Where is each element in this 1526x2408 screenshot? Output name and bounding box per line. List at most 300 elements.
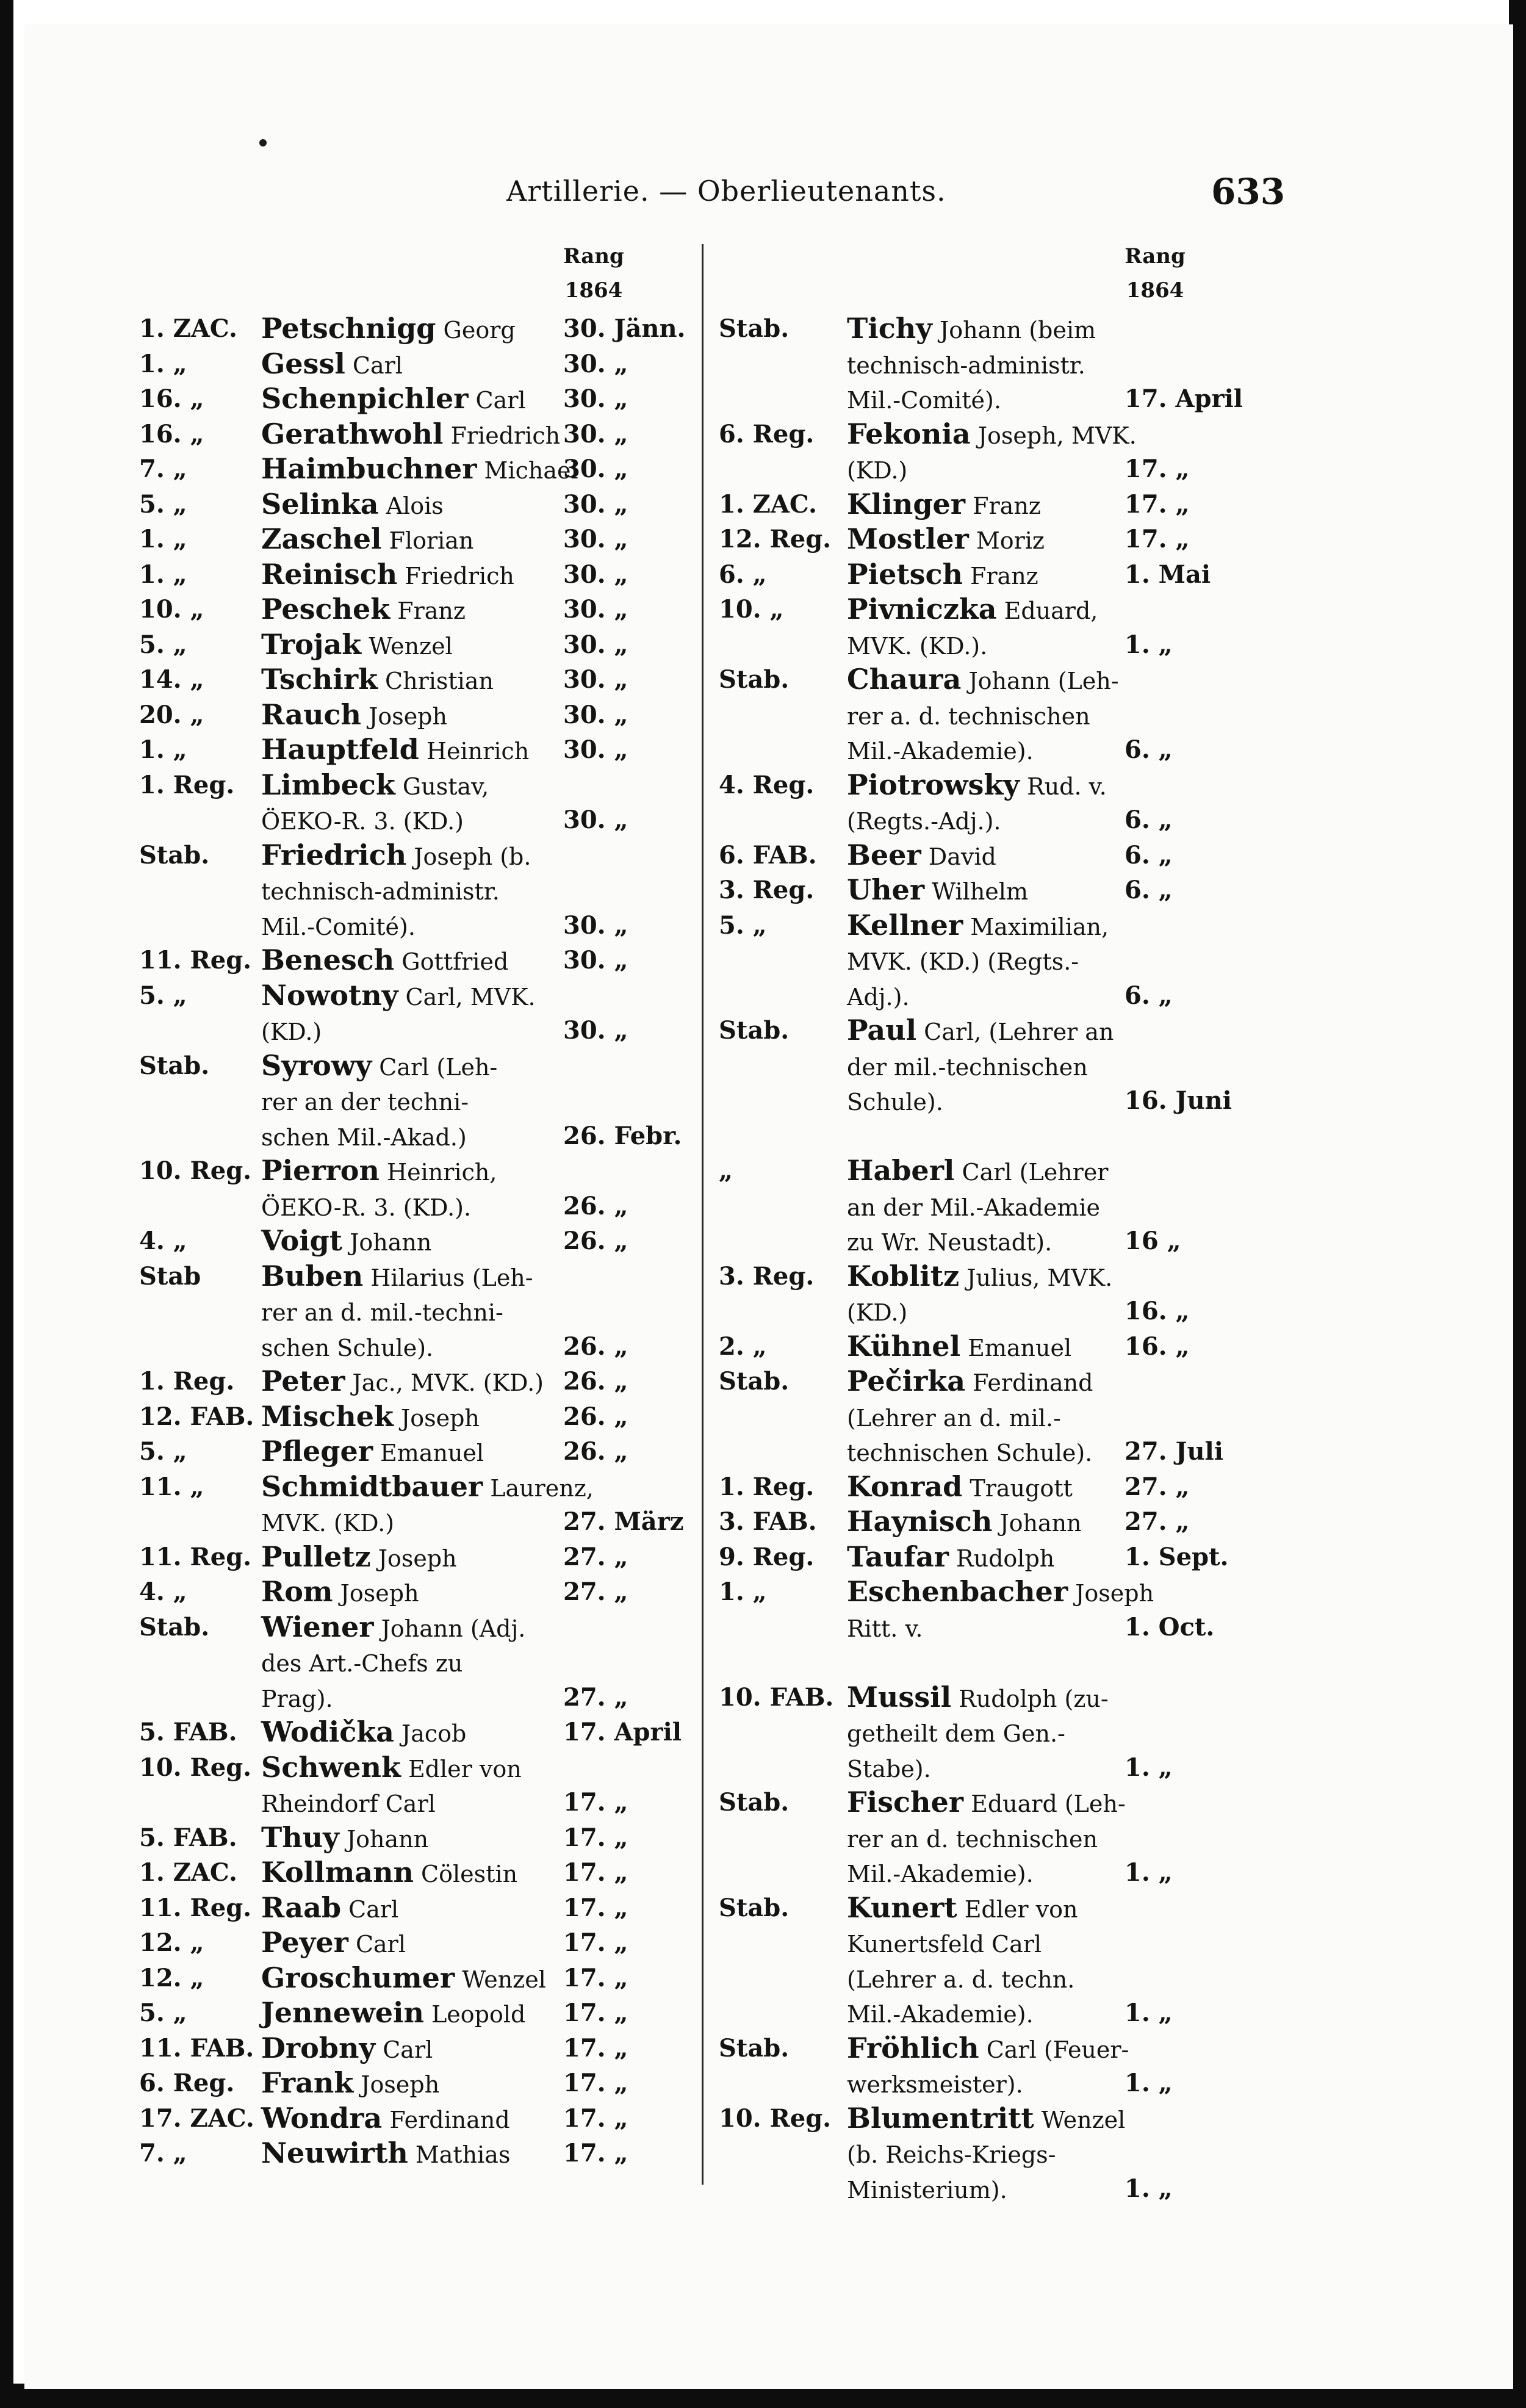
list-item — [719, 1434, 1268, 1469]
rank-date: 1. „ — [1125, 2174, 1173, 2203]
surname: Eschenbacher — [847, 1575, 1068, 1608]
list-item — [719, 1119, 1268, 1154]
rank-date: 6. „ — [1125, 981, 1173, 1010]
unit-label: Stab. — [719, 665, 790, 694]
officer-name — [261, 1399, 480, 1437]
given-name: Georg — [436, 317, 516, 344]
given-name: Michael — [477, 457, 578, 484]
rank-date: 16. Juni — [1125, 1086, 1232, 1115]
rank-date: 30. „ — [563, 806, 628, 834]
list-item — [719, 768, 1268, 803]
surname: Beer — [847, 838, 921, 871]
given-name: Jac., MVK. (KD.) — [345, 1369, 544, 1396]
continuation-text: rer an d. technischen — [847, 1825, 1098, 1853]
continuation-text: Mil.-Akademie). — [847, 2001, 1034, 2028]
surname: Pietsch — [847, 557, 963, 591]
given-name: Wenzel — [1034, 2106, 1126, 2133]
rank-date: 27. „ — [563, 1682, 628, 1712]
given-name: Carl — [348, 1931, 406, 1958]
list-item — [719, 1961, 1268, 1996]
surname: Jennewein — [261, 1996, 424, 2029]
officer-name — [847, 627, 987, 665]
list-item — [719, 838, 1268, 873]
unit-label: 6. Reg. — [719, 419, 815, 449]
surname: Tschirk — [261, 663, 378, 696]
list-item — [719, 908, 1268, 943]
officer-name — [261, 1995, 525, 2033]
list-item — [719, 1189, 1268, 1224]
continuation-text: Kunertsfeld Carl — [847, 1931, 1042, 1958]
officer-name — [261, 1013, 322, 1050]
list-item — [139, 873, 694, 908]
list-item — [139, 1961, 694, 1996]
officer-name — [847, 381, 1001, 419]
list-item — [139, 1013, 694, 1048]
list-item — [719, 1574, 1268, 1610]
unit-label: Stab. — [719, 2033, 790, 2063]
continuation-text: (Regts.-Adj.). — [847, 808, 1001, 835]
surname: Taufar — [847, 1540, 949, 1573]
rank-date: 17. „ — [563, 2139, 628, 2168]
officer-name — [847, 1329, 1071, 1366]
given-name: Florian — [381, 527, 474, 554]
surname: Rauch — [261, 698, 361, 731]
list-item — [719, 2171, 1268, 2207]
officer-name — [847, 1399, 1061, 1437]
list-item — [719, 1504, 1268, 1540]
continuation-text: (Lehrer a. d. techn. — [847, 1966, 1075, 1993]
surname: Hauptfeld — [261, 733, 419, 766]
surname: Selinka — [261, 487, 379, 521]
rank-date: 30. „ — [563, 630, 628, 659]
unit-label: 1. „ — [719, 1577, 767, 1606]
rank-date: 1. „ — [1125, 1999, 1173, 2027]
surname: Paul — [847, 1014, 917, 1047]
list-item — [719, 381, 1268, 417]
list-item — [139, 2136, 694, 2171]
given-name: Johann — [339, 1825, 429, 1853]
unit-label: 14. „ — [139, 665, 204, 694]
unit-label: Stab. — [719, 1893, 790, 1922]
list-item — [139, 347, 694, 382]
given-name: Joseph — [393, 1404, 480, 1432]
list-item — [139, 311, 694, 347]
officer-name — [847, 1680, 1109, 1717]
officer-name — [261, 1294, 503, 1331]
surname: Rom — [261, 1575, 333, 1608]
officer-name — [261, 2136, 510, 2173]
given-name: Joseph — [361, 702, 447, 730]
surname: Haberl — [847, 1154, 955, 1187]
rank-date: 30. „ — [563, 1016, 628, 1045]
list-item — [139, 1785, 694, 1820]
unit-label: 4. „ — [139, 1227, 187, 1255]
continuation-text: technischen Schule). — [847, 1440, 1093, 1466]
officer-name — [261, 662, 494, 699]
officer-name — [261, 943, 508, 980]
officer-name — [847, 2066, 1023, 2103]
surname: Kühnel — [847, 1329, 961, 1363]
list-item — [139, 662, 694, 698]
officer-name — [261, 1961, 546, 1998]
continuation-text: schen Schule). — [261, 1334, 434, 1361]
officer-name — [847, 698, 1090, 735]
continuation-text: Mil.-Comité). — [847, 387, 1001, 414]
officer-name — [847, 732, 1034, 770]
officer-name — [847, 1153, 1108, 1191]
unit-label: 5. FAB. — [139, 1718, 237, 1747]
officer-name — [261, 1259, 533, 1296]
list-item — [139, 698, 694, 733]
officer-name — [261, 1153, 497, 1191]
list-item — [719, 1855, 1268, 1891]
officer-name — [261, 1048, 497, 1086]
unit-label: „ — [719, 1156, 733, 1185]
unit-label: 10. Reg. — [139, 1156, 252, 1185]
given-name: Mathias — [408, 2141, 511, 2168]
continuation-text: ÖEKO-R. 3. (KD.) — [261, 808, 464, 835]
given-name: Johann — [992, 1510, 1082, 1537]
list-item — [139, 1329, 694, 1364]
surname: Benesch — [261, 943, 395, 976]
surname: Uher — [847, 873, 925, 906]
surname: Wondra — [261, 2101, 383, 2135]
list-item — [139, 1891, 694, 1926]
rank-date: 17. April — [563, 1718, 682, 1747]
given-name: Heinrich — [419, 738, 530, 765]
given-name: Johann (Adj. — [373, 1615, 526, 1642]
list-item — [139, 1469, 694, 1505]
list-item — [719, 1820, 1268, 1856]
continuation-text: technisch-administr. — [847, 351, 1085, 379]
list-item — [719, 592, 1268, 627]
officer-name — [847, 873, 1028, 910]
list-item — [719, 1399, 1268, 1435]
officer-name — [261, 1680, 333, 1717]
continuation-text: schen Mil.-Akad.) — [261, 1123, 467, 1151]
officer-name — [847, 2031, 1129, 2068]
given-name: Franz — [390, 597, 466, 624]
rank-date: 30. „ — [563, 455, 628, 483]
surname: Wiener — [261, 1610, 374, 1643]
surname: Kellner — [847, 908, 963, 942]
given-name: Carl — [345, 351, 403, 379]
officer-name — [847, 452, 907, 489]
surname: Tichy — [847, 312, 932, 345]
given-name: Traugott — [962, 1474, 1073, 1502]
rank-date: 27. Juli — [1125, 1437, 1223, 1466]
officer-name — [847, 1364, 1093, 1401]
officer-name — [847, 1189, 1100, 1226]
ink-dot — [259, 139, 267, 146]
list-item — [719, 1294, 1268, 1329]
list-item — [139, 1715, 694, 1750]
continuation-text: Ministerium). — [847, 2176, 1007, 2204]
continuation-text: rer an der techni- — [261, 1089, 469, 1116]
continuation-text: MVK. (KD.) — [261, 1510, 395, 1537]
rank-date: 1. „ — [1125, 2069, 1173, 2097]
surname: Buben — [261, 1259, 364, 1292]
officer-name — [261, 557, 514, 594]
unit-label: 4. Reg. — [719, 770, 815, 799]
given-name: Carl (Lehrer — [954, 1159, 1109, 1186]
unit-label: 5. „ — [139, 981, 187, 1010]
officer-name — [847, 1820, 1098, 1858]
continuation-text: rer a. d. technischen — [847, 702, 1090, 730]
list-item — [139, 943, 694, 978]
given-name: Joseph — [370, 1545, 457, 1572]
surname: Wodička — [261, 1715, 394, 1748]
unit-label: Stab. — [719, 1788, 790, 1817]
officer-name — [847, 1504, 1082, 1541]
continuation-text: MVK. (KD.) (Regts.- — [847, 948, 1079, 975]
rank-date: 17. „ — [563, 1858, 628, 1887]
given-name: Emanuel — [960, 1334, 1072, 1361]
officer-name — [261, 522, 473, 559]
continuation-text: zu Wr. Neustadt). — [847, 1229, 1053, 1256]
list-item — [719, 557, 1268, 593]
rank-date: 27. „ — [1125, 1507, 1190, 1536]
continuation-text: technisch-administr. — [261, 878, 500, 905]
continuation-text: Mil.-Akademie). — [847, 738, 1034, 765]
page-header — [0, 171, 1526, 220]
unit-label: 3. FAB. — [719, 1507, 817, 1536]
list-item — [139, 1083, 694, 1119]
given-name: Emanuel — [372, 1440, 484, 1466]
given-name: Rud. v. — [1020, 773, 1107, 800]
page-number: 633 — [1211, 171, 1286, 212]
list-item — [139, 1399, 694, 1435]
officer-name — [847, 943, 1079, 980]
officer-name — [261, 627, 453, 665]
list-item — [719, 522, 1268, 557]
continuation-text: Stabe). — [847, 1755, 931, 1783]
surname: Mussil — [847, 1680, 952, 1714]
list-item — [719, 1048, 1268, 1084]
rank-date: 26. „ — [563, 1437, 628, 1466]
given-name: Johann — [342, 1229, 432, 1256]
list-item — [719, 802, 1268, 838]
rank-date: 17. „ — [563, 1788, 628, 1817]
officer-name — [261, 1925, 406, 1963]
given-name: Carl — [468, 387, 526, 414]
left-list — [139, 311, 694, 2171]
surname: Peyer — [261, 1926, 348, 1959]
unit-label: 1. ZAC. — [139, 1858, 237, 1887]
continuation-text: MVK. (KD.). — [847, 632, 988, 660]
rank-date: 30. „ — [563, 489, 628, 519]
rank-date: 1. Sept. — [1125, 1542, 1229, 1571]
list-item — [139, 908, 694, 943]
list-item — [719, 1329, 1268, 1364]
officer-name — [847, 1224, 1052, 1261]
rank-date: 1. „ — [1125, 630, 1173, 659]
officer-name — [261, 347, 403, 384]
unit-label: 7. „ — [139, 2139, 187, 2168]
unit-label: 6. FAB. — [719, 840, 817, 870]
officer-name — [847, 2171, 1007, 2208]
list-item — [139, 592, 694, 627]
given-name: David — [921, 843, 996, 870]
rank-date: 26. „ — [563, 1332, 628, 1361]
officer-name — [261, 1189, 471, 1226]
given-name: Christian — [377, 668, 494, 694]
list-item — [719, 873, 1268, 908]
rank-date: 26. „ — [563, 1402, 628, 1431]
rank-date: 6. „ — [1125, 806, 1173, 834]
given-name: Laurenz, — [483, 1474, 594, 1502]
rank-header-right — [1121, 239, 1189, 308]
unit-label: Stab. — [139, 840, 210, 870]
continuation-text: Prag). — [261, 1685, 333, 1712]
surname: Fröhlich — [847, 2031, 979, 2064]
officer-name — [261, 732, 529, 770]
list-item — [139, 1259, 694, 1294]
unit-label: 11. „ — [139, 1472, 204, 1501]
officer-name — [847, 1469, 1073, 1507]
officer-name — [261, 311, 516, 348]
surname: Nowotny — [261, 978, 398, 1012]
unit-label: 12. Reg. — [719, 525, 832, 553]
surname: Haynisch — [847, 1505, 993, 1538]
list-item — [139, 1364, 694, 1399]
given-name: Carl, MVK. — [398, 983, 536, 1011]
officer-name — [261, 1855, 517, 1892]
rank-date: 16. „ — [1125, 1332, 1190, 1361]
list-item — [719, 662, 1268, 698]
list-item — [719, 1540, 1268, 1575]
continuation-text: (KD.) — [261, 1018, 322, 1045]
list-item — [139, 2066, 694, 2101]
surname: Mischek — [261, 1399, 394, 1433]
officer-name — [261, 1574, 419, 1612]
surname: Limbeck — [261, 768, 395, 801]
given-name: Friedrich — [443, 422, 561, 449]
continuation-text: Mil.-Comité). — [261, 913, 416, 940]
surname: Drobny — [261, 2031, 376, 2064]
unit-label: 10. Reg. — [719, 2103, 832, 2133]
unit-label: 1. „ — [139, 349, 187, 378]
list-item — [719, 1680, 1268, 1715]
unit-label: 9. Reg. — [719, 1542, 815, 1571]
rank-date: 30. „ — [563, 595, 628, 624]
list-item — [719, 943, 1268, 978]
rank-date: 30. „ — [563, 946, 628, 975]
list-item — [139, 768, 694, 803]
list-item — [139, 1574, 694, 1610]
unit-label: 1. Reg. — [139, 1367, 235, 1396]
rank-date: 6. „ — [1125, 840, 1173, 870]
officer-name — [261, 381, 526, 419]
given-name: Joseph — [1068, 1580, 1154, 1607]
list-item — [719, 1259, 1268, 1294]
given-name: Franz — [965, 492, 1041, 519]
unit-label: 11. Reg. — [139, 1893, 252, 1922]
officer-name — [261, 2066, 439, 2103]
list-item — [719, 1469, 1268, 1505]
scan-border-left — [0, 0, 13, 2408]
rank-header-year: 1864 — [1126, 278, 1184, 303]
list-item — [719, 1224, 1268, 1259]
officer-name — [847, 1048, 1088, 1086]
officer-name — [847, 311, 1096, 348]
surname: Pulletz — [261, 1540, 371, 1573]
officer-name — [261, 768, 489, 805]
officer-name — [847, 1434, 1092, 1471]
continuation-text: des Art.-Chefs zu — [261, 1650, 463, 1677]
officer-name — [261, 908, 416, 945]
list-item — [719, 1610, 1268, 1645]
officer-name — [847, 2136, 1056, 2173]
officer-name — [847, 1855, 1034, 1892]
list-item — [139, 487, 694, 522]
list-item — [139, 1820, 694, 1856]
rank-date: 26. „ — [563, 1191, 628, 1220]
list-item — [139, 417, 694, 452]
given-name: Joseph — [353, 2071, 440, 2098]
given-name: Rudolph (zu- — [951, 1685, 1109, 1712]
unit-label: 5. „ — [139, 1437, 187, 1466]
unit-label: 12. FAB. — [139, 1402, 254, 1431]
rank-date: 17. „ — [563, 2103, 628, 2133]
unit-label: 12. „ — [139, 1963, 204, 1992]
officer-name — [261, 2101, 510, 2138]
officer-name — [261, 1469, 594, 1507]
surname: Thuy — [261, 1820, 339, 1854]
list-item — [139, 2031, 694, 2066]
surname: Raab — [261, 1891, 342, 1924]
list-item — [719, 1715, 1268, 1750]
rank-date: 17. „ — [1125, 525, 1190, 553]
unit-label: 10. „ — [719, 595, 784, 624]
list-item — [139, 838, 694, 873]
given-name: Heinrich, — [379, 1159, 497, 1186]
officer-name — [847, 1925, 1042, 1963]
given-name: Alois — [378, 492, 444, 519]
list-item — [719, 487, 1268, 522]
list-item — [139, 1224, 694, 1259]
continuation-text: (Lehrer an d. mil.- — [847, 1404, 1061, 1432]
surname: Zaschel — [261, 522, 382, 555]
rank-date: 30. „ — [563, 525, 628, 553]
surname: Schmidtbauer — [261, 1469, 483, 1503]
unit-label: 20. „ — [139, 700, 204, 729]
unit-label: 10. FAB. — [719, 1682, 834, 1712]
unit-label: 2. „ — [719, 1332, 767, 1361]
officer-name — [847, 1785, 1126, 1822]
officer-name — [847, 1961, 1074, 1998]
surname: Reinisch — [261, 557, 398, 591]
rank-date: 17. „ — [1125, 489, 1190, 519]
continuation-text: getheilt dem Gen.- — [847, 1720, 1065, 1747]
list-item — [719, 1891, 1268, 1926]
unit-label: 5. „ — [139, 1999, 187, 2027]
officer-name — [261, 592, 466, 629]
continuation-text: der mil.-technischen — [847, 1053, 1088, 1081]
rank-date: 26. „ — [563, 1367, 628, 1396]
given-name: Ferdinand — [382, 2106, 510, 2133]
list-item — [139, 978, 694, 1014]
rank-date: 26. Febr. — [563, 1121, 682, 1150]
rank-date: 1. „ — [1125, 1753, 1173, 1782]
officer-name — [261, 1224, 431, 1261]
rank-date: 30. Jänn. — [563, 314, 686, 343]
surname: Konrad — [847, 1469, 963, 1503]
officer-name — [261, 1504, 394, 1541]
rank-date: 6. „ — [1125, 876, 1173, 904]
list-item — [139, 1294, 694, 1329]
list-item — [139, 522, 694, 557]
